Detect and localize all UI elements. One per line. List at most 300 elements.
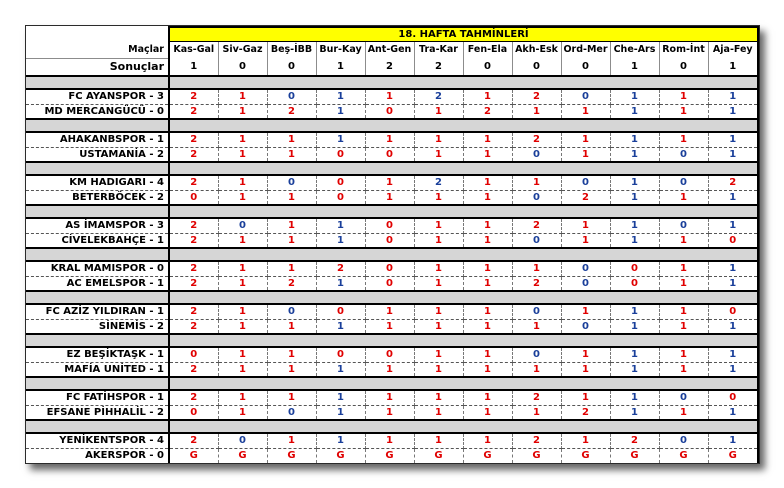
- separator-row: [26, 334, 758, 347]
- match-header-1: Kas-Gal: [169, 41, 218, 58]
- prediction-cell: 1: [267, 390, 316, 405]
- prediction-cell: 0: [659, 433, 708, 448]
- separator-cell: [169, 248, 758, 261]
- player-name: FC AYANSPOR - 3: [26, 89, 169, 104]
- separator-cell: [26, 377, 169, 390]
- prediction-cell: 1: [218, 175, 267, 190]
- header-row: [26, 41, 758, 58]
- prediction-cell: 1: [267, 190, 316, 205]
- prediction-cell: 1: [659, 319, 708, 334]
- prediction-cell: 0: [659, 218, 708, 233]
- prediction-cell: 1: [561, 218, 610, 233]
- prediction-cell: 2: [169, 147, 218, 162]
- prediction-cell: 2: [414, 89, 463, 104]
- player-name: BETERBÖCEK - 2: [26, 190, 169, 205]
- prediction-cell: 0: [610, 261, 659, 276]
- prediction-cell: 1: [659, 89, 708, 104]
- player-row: [26, 132, 758, 147]
- prediction-cell: 2: [463, 104, 512, 119]
- prediction-cell: 1: [659, 132, 708, 147]
- prediction-cell: 1: [414, 190, 463, 205]
- player-row: [26, 390, 758, 405]
- prediction-cell: 1: [463, 261, 512, 276]
- player-name: AS İMAMSPOR - 3: [26, 218, 169, 233]
- prediction-cell: 1: [610, 104, 659, 119]
- player-name: SİNEMİS - 2: [26, 319, 169, 334]
- prediction-cell: 1: [512, 175, 561, 190]
- prediction-cell: 1: [610, 132, 659, 147]
- prediction-cell: 1: [218, 190, 267, 205]
- results-label: Sonuçlar: [26, 58, 169, 76]
- prediction-cell: 0: [561, 276, 610, 291]
- result-cell-6: 2: [414, 58, 463, 76]
- prediction-cell: 0: [512, 304, 561, 319]
- player-name: AC EMELSPOR - 1: [26, 276, 169, 291]
- player-row: [26, 104, 758, 119]
- prediction-cell: 0: [316, 147, 365, 162]
- prediction-cell: G: [659, 448, 708, 463]
- prediction-cell: 1: [267, 319, 316, 334]
- prediction-cell: 1: [414, 390, 463, 405]
- prediction-cell: 2: [414, 175, 463, 190]
- prediction-cell: 1: [708, 433, 758, 448]
- separator-row: [26, 76, 758, 89]
- prediction-cell: 1: [561, 104, 610, 119]
- prediction-cell: 1: [414, 319, 463, 334]
- prediction-cell: 1: [414, 233, 463, 248]
- player-name: KRAL MAMISPOR - 0: [26, 261, 169, 276]
- prediction-cell: 2: [169, 390, 218, 405]
- prediction-cell: 1: [365, 190, 414, 205]
- separator-cell: [169, 420, 758, 433]
- prediction-cell: 1: [463, 276, 512, 291]
- prediction-cell: 1: [365, 132, 414, 147]
- match-header-2: Siv-Gaz: [218, 41, 267, 58]
- prediction-cell: 2: [169, 433, 218, 448]
- player-name: EFSANE PİHHALİL - 2: [26, 405, 169, 420]
- prediction-cell: 0: [512, 347, 561, 362]
- prediction-cell: 1: [463, 433, 512, 448]
- prediction-cell: 1: [316, 319, 365, 334]
- prediction-cell: 1: [316, 89, 365, 104]
- prediction-cell: 0: [512, 233, 561, 248]
- prediction-cell: 1: [708, 405, 758, 420]
- matches-header-label: Maçlar: [26, 41, 169, 58]
- result-cell-2: 0: [218, 58, 267, 76]
- prediction-cell: 0: [218, 433, 267, 448]
- prediction-cell: G: [365, 448, 414, 463]
- prediction-cell: 1: [365, 405, 414, 420]
- prediction-cell: 1: [414, 433, 463, 448]
- prediction-cell: 1: [414, 304, 463, 319]
- prediction-cell: 1: [708, 104, 758, 119]
- prediction-cell: 1: [365, 319, 414, 334]
- separator-row: [26, 377, 758, 390]
- prediction-cell: 1: [316, 390, 365, 405]
- prediction-cell: 1: [463, 319, 512, 334]
- result-cell-9: 0: [561, 58, 610, 76]
- prediction-cell: 1: [561, 347, 610, 362]
- prediction-cell: 1: [218, 233, 267, 248]
- prediction-cell: 0: [365, 147, 414, 162]
- separator-cell: [169, 162, 758, 175]
- prediction-cell: 1: [561, 132, 610, 147]
- prediction-cell: 1: [708, 89, 758, 104]
- prediction-cell: G: [316, 448, 365, 463]
- prediction-cell: 1: [561, 233, 610, 248]
- prediction-cell: 0: [267, 304, 316, 319]
- prediction-cell: 1: [659, 261, 708, 276]
- match-header-4: Bur-Kay: [316, 41, 365, 58]
- player-row: [26, 147, 758, 162]
- prediction-cell: 0: [708, 390, 758, 405]
- prediction-cell: 1: [610, 304, 659, 319]
- prediction-cell: 1: [218, 362, 267, 377]
- match-header-9: Ord-Mer: [561, 41, 610, 58]
- prediction-cell: 1: [610, 362, 659, 377]
- prediction-cell: G: [561, 448, 610, 463]
- player-row: [26, 233, 758, 248]
- prediction-cell: 2: [512, 390, 561, 405]
- prediction-cell: 1: [708, 190, 758, 205]
- prediction-cell: G: [169, 448, 218, 463]
- prediction-cell: 1: [659, 276, 708, 291]
- result-cell-4: 1: [316, 58, 365, 76]
- prediction-cell: 1: [414, 261, 463, 276]
- prediction-cell: 1: [463, 347, 512, 362]
- player-row: [26, 89, 758, 104]
- prediction-cell: 1: [512, 319, 561, 334]
- player-row: [26, 175, 758, 190]
- player-row: [26, 362, 758, 377]
- separator-cell: [169, 76, 758, 89]
- prediction-cell: 1: [218, 319, 267, 334]
- prediction-cell: 0: [561, 175, 610, 190]
- separator-cell: [169, 119, 758, 132]
- prediction-cell: 1: [414, 347, 463, 362]
- separator-row: [26, 162, 758, 175]
- prediction-cell: 1: [610, 347, 659, 362]
- prediction-cell: 1: [610, 147, 659, 162]
- prediction-cell: 1: [463, 89, 512, 104]
- prediction-cell: 2: [169, 304, 218, 319]
- prediction-cell: 1: [463, 390, 512, 405]
- separator-cell: [26, 205, 169, 218]
- prediction-cell: 1: [267, 147, 316, 162]
- prediction-sheet: [25, 25, 760, 464]
- prediction-cell: 1: [218, 276, 267, 291]
- prediction-cell: 2: [267, 276, 316, 291]
- prediction-cell: 0: [267, 89, 316, 104]
- prediction-cell: 0: [708, 233, 758, 248]
- match-header-6: Tra-Kar: [414, 41, 463, 58]
- prediction-cell: 1: [659, 104, 708, 119]
- prediction-cell: 1: [365, 433, 414, 448]
- player-name: EZ BEŞİKTAŞK - 1: [26, 347, 169, 362]
- prediction-cell: 1: [218, 104, 267, 119]
- prediction-cell: 0: [512, 147, 561, 162]
- separator-cell: [26, 291, 169, 304]
- prediction-cell: 1: [610, 390, 659, 405]
- prediction-cell: 1: [659, 362, 708, 377]
- player-row: [26, 304, 758, 319]
- prediction-cell: 1: [659, 233, 708, 248]
- prediction-cell: 1: [218, 390, 267, 405]
- prediction-cell: 1: [267, 261, 316, 276]
- player-name: FC AZİZ YILDIRAN - 1: [26, 304, 169, 319]
- prediction-cell: 1: [365, 175, 414, 190]
- player-name: FC FATİHSPOR - 1: [26, 390, 169, 405]
- prediction-cell: 1: [708, 347, 758, 362]
- prediction-cell: 2: [169, 175, 218, 190]
- separator-row: [26, 291, 758, 304]
- prediction-cell: 0: [365, 104, 414, 119]
- prediction-cell: 2: [169, 218, 218, 233]
- prediction-cell: 1: [365, 390, 414, 405]
- prediction-cell: 1: [708, 218, 758, 233]
- prediction-cell: 1: [561, 147, 610, 162]
- player-name: MD MERCANGÜCÜ - 0: [26, 104, 169, 119]
- prediction-cell: 1: [316, 132, 365, 147]
- prediction-cell: 1: [610, 218, 659, 233]
- prediction-cell: 2: [169, 362, 218, 377]
- prediction-table: [26, 26, 759, 463]
- result-cell-8: 0: [512, 58, 561, 76]
- prediction-cell: 0: [512, 190, 561, 205]
- prediction-cell: 1: [463, 132, 512, 147]
- prediction-cell: 0: [708, 304, 758, 319]
- prediction-cell: 1: [316, 433, 365, 448]
- prediction-cell: 1: [267, 233, 316, 248]
- prediction-cell: 1: [316, 362, 365, 377]
- title-spacer: [26, 27, 169, 41]
- prediction-cell: 1: [316, 104, 365, 119]
- separator-cell: [26, 420, 169, 433]
- prediction-cell: 1: [561, 304, 610, 319]
- prediction-cell: G: [218, 448, 267, 463]
- player-name: KM HADIGARI - 4: [26, 175, 169, 190]
- prediction-cell: 2: [512, 89, 561, 104]
- prediction-cell: 1: [512, 362, 561, 377]
- prediction-cell: 1: [463, 147, 512, 162]
- prediction-cell: 1: [316, 218, 365, 233]
- prediction-cell: 1: [218, 261, 267, 276]
- prediction-cell: 1: [316, 405, 365, 420]
- result-cell-10: 1: [610, 58, 659, 76]
- player-row: [26, 190, 758, 205]
- separator-row: [26, 420, 758, 433]
- prediction-cell: 2: [610, 433, 659, 448]
- prediction-cell: G: [267, 448, 316, 463]
- separator-cell: [169, 377, 758, 390]
- prediction-cell: 2: [708, 175, 758, 190]
- prediction-cell: 1: [267, 132, 316, 147]
- separator-cell: [169, 205, 758, 218]
- player-name: USTAMANİA - 2: [26, 147, 169, 162]
- player-row: [26, 347, 758, 362]
- prediction-cell: 2: [267, 104, 316, 119]
- prediction-cell: 1: [659, 190, 708, 205]
- prediction-cell: 0: [316, 175, 365, 190]
- separator-cell: [169, 291, 758, 304]
- prediction-cell: 1: [561, 390, 610, 405]
- prediction-cell: 2: [169, 261, 218, 276]
- prediction-cell: 2: [169, 132, 218, 147]
- prediction-cell: 2: [169, 233, 218, 248]
- prediction-cell: 1: [414, 147, 463, 162]
- player-name: AHAKANBSPOR - 1: [26, 132, 169, 147]
- prediction-cell: 0: [316, 190, 365, 205]
- prediction-cell: 2: [512, 218, 561, 233]
- prediction-cell: 1: [708, 147, 758, 162]
- prediction-cell: 0: [218, 218, 267, 233]
- prediction-cell: 2: [169, 89, 218, 104]
- result-cell-1: 1: [169, 58, 218, 76]
- prediction-cell: 1: [218, 304, 267, 319]
- separator-cell: [169, 334, 758, 347]
- prediction-cell: 0: [365, 276, 414, 291]
- player-row: [26, 261, 758, 276]
- prediction-cell: 1: [610, 233, 659, 248]
- prediction-cell: 1: [659, 405, 708, 420]
- prediction-cell: 0: [316, 347, 365, 362]
- player-row: [26, 405, 758, 420]
- prediction-cell: 1: [316, 276, 365, 291]
- prediction-cell: 1: [463, 218, 512, 233]
- player-row: [26, 433, 758, 448]
- prediction-cell: 0: [365, 347, 414, 362]
- match-header-3: Beş-İBB: [267, 41, 316, 58]
- result-cell-7: 0: [463, 58, 512, 76]
- result-cell-11: 0: [659, 58, 708, 76]
- prediction-cell: 0: [316, 304, 365, 319]
- player-row: [26, 319, 758, 334]
- prediction-cell: 1: [267, 347, 316, 362]
- prediction-cell: 0: [610, 276, 659, 291]
- prediction-cell: 0: [267, 405, 316, 420]
- prediction-cell: 1: [218, 347, 267, 362]
- player-name: MAFİA UNİTED - 1: [26, 362, 169, 377]
- prediction-cell: 1: [463, 405, 512, 420]
- prediction-cell: 1: [316, 233, 365, 248]
- player-name: YENİKENTSPOR - 4: [26, 433, 169, 448]
- separator-cell: [26, 248, 169, 261]
- prediction-cell: 2: [169, 319, 218, 334]
- prediction-cell: 1: [659, 347, 708, 362]
- prediction-cell: 1: [267, 218, 316, 233]
- player-row: [26, 448, 758, 463]
- prediction-cell: 0: [365, 261, 414, 276]
- prediction-cell: 0: [267, 175, 316, 190]
- results-row: [26, 58, 758, 76]
- result-cell-3: 0: [267, 58, 316, 76]
- match-header-7: Fen-Ela: [463, 41, 512, 58]
- separator-row: [26, 248, 758, 261]
- prediction-cell: 0: [561, 89, 610, 104]
- prediction-cell: 1: [463, 190, 512, 205]
- prediction-cell: 1: [610, 175, 659, 190]
- result-cell-12: 1: [708, 58, 758, 76]
- player-row: [26, 218, 758, 233]
- prediction-cell: 1: [463, 362, 512, 377]
- prediction-cell: G: [414, 448, 463, 463]
- prediction-cell: 1: [267, 433, 316, 448]
- prediction-cell: 0: [561, 261, 610, 276]
- prediction-cell: 1: [561, 433, 610, 448]
- prediction-cell: 1: [365, 89, 414, 104]
- separator-cell: [26, 119, 169, 132]
- prediction-cell: 1: [463, 304, 512, 319]
- prediction-cell: G: [610, 448, 659, 463]
- prediction-cell: 1: [561, 362, 610, 377]
- prediction-cell: 1: [414, 405, 463, 420]
- match-header-10: Che-Ars: [610, 41, 659, 58]
- prediction-cell: 1: [708, 132, 758, 147]
- match-header-8: Akh-Esk: [512, 41, 561, 58]
- prediction-cell: 0: [169, 347, 218, 362]
- prediction-cell: 1: [610, 89, 659, 104]
- match-header-11: Rom-İnt: [659, 41, 708, 58]
- prediction-cell: 2: [512, 433, 561, 448]
- prediction-cell: 1: [365, 304, 414, 319]
- separator-cell: [26, 334, 169, 347]
- prediction-cell: 0: [365, 233, 414, 248]
- prediction-cell: 2: [169, 276, 218, 291]
- match-header-12: Aja-Fey: [708, 41, 758, 58]
- prediction-cell: 1: [708, 319, 758, 334]
- prediction-cell: G: [708, 448, 758, 463]
- match-header-5: Ant-Gen: [365, 41, 414, 58]
- separator-cell: [26, 162, 169, 175]
- prediction-cell: 1: [414, 362, 463, 377]
- prediction-cell: 0: [169, 405, 218, 420]
- result-cell-5: 2: [365, 58, 414, 76]
- prediction-cell: 1: [218, 132, 267, 147]
- prediction-cell: 1: [708, 362, 758, 377]
- player-row: [26, 276, 758, 291]
- prediction-cell: 0: [659, 175, 708, 190]
- player-name: AKERSPOR - 0: [26, 448, 169, 463]
- prediction-cell: 1: [365, 362, 414, 377]
- prediction-cell: G: [512, 448, 561, 463]
- prediction-cell: 1: [610, 405, 659, 420]
- prediction-cell: 1: [610, 319, 659, 334]
- prediction-cell: 1: [267, 362, 316, 377]
- prediction-cell: 2: [561, 190, 610, 205]
- prediction-cell: 1: [512, 104, 561, 119]
- prediction-cell: 1: [659, 304, 708, 319]
- separator-cell: [26, 76, 169, 89]
- prediction-cell: 0: [365, 218, 414, 233]
- prediction-cell: 1: [414, 276, 463, 291]
- sheet-title: 18. HAFTA TAHMİNLERİ: [169, 27, 758, 41]
- prediction-cell: 1: [512, 405, 561, 420]
- player-name: CİVELEKBAHÇE - 1: [26, 233, 169, 248]
- prediction-cell: 0: [169, 190, 218, 205]
- prediction-cell: 1: [218, 405, 267, 420]
- prediction-cell: 1: [463, 175, 512, 190]
- prediction-cell: 1: [512, 261, 561, 276]
- prediction-cell: 1: [218, 147, 267, 162]
- prediction-cell: 2: [512, 132, 561, 147]
- prediction-cell: 2: [561, 405, 610, 420]
- prediction-cell: 2: [316, 261, 365, 276]
- prediction-cell: 0: [659, 147, 708, 162]
- prediction-cell: 1: [610, 190, 659, 205]
- prediction-cell: 1: [218, 89, 267, 104]
- prediction-cell: 0: [561, 319, 610, 334]
- prediction-cell: 1: [463, 233, 512, 248]
